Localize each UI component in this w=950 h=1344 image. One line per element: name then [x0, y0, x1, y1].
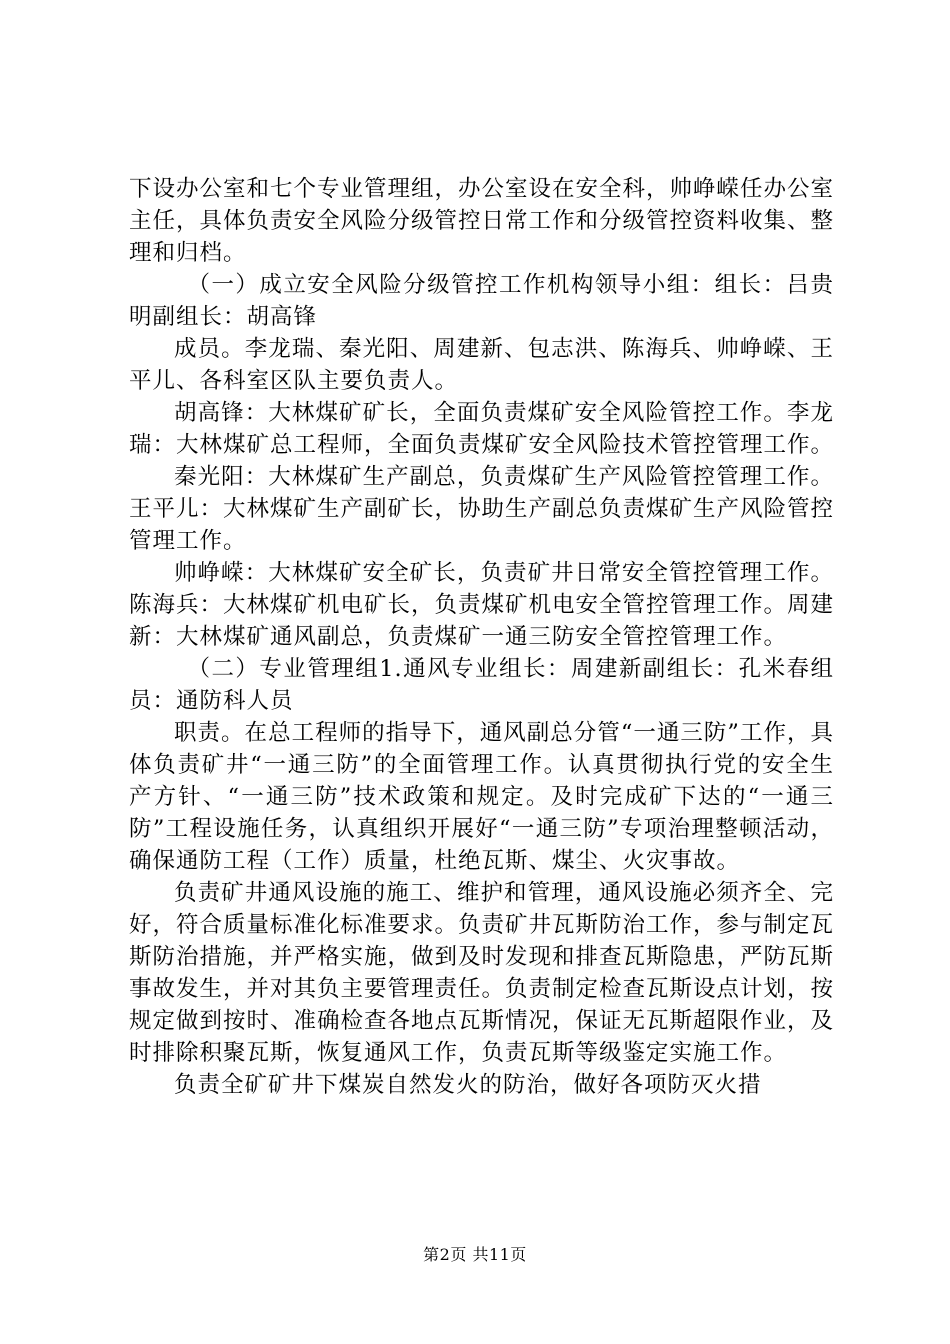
paragraph-office-setup: 下设办公室和七个专业管理组，办公室设在安全科，帅峥嵘任办公室主任，具体负责安全风险分级管控日常工作和分级管控资料收集、整理和归档。	[129, 176, 835, 266]
paragraph-members: 成员。李龙瑞、秦光阳、周建新、包志洪、陈海兵、帅峥嵘、王平儿、各科室区队主要负责人。	[129, 336, 834, 394]
paragraph-professional-groups: （二）专业管理组1.通风专业组长：周建新副组长：孔米春组员：通防科人员	[129, 656, 834, 714]
page-number-footer: 第2页 共11页	[423, 1245, 527, 1264]
document-body	[129, 173, 834, 1101]
paragraph-production-deputy: 秦光阳：大林煤矿生产副总，负责煤矿生产风险管控管理工作。王平儿：大林煤矿生产副矿长，协助生产副总负责煤矿生产风险管控管理工作。	[129, 464, 835, 554]
paragraph-leadership-group: （一）成立安全风险分级管控工作机构领导小组：组长：吕贵明副组长：胡高锋	[129, 272, 834, 330]
paragraph-fire-prevention: 负责全矿矿井下煤炭自然发火的防治，做好各项防灭火措	[174, 1072, 762, 1098]
paragraph-safety-director: 帅峥嵘：大林煤矿安全矿长，负责矿井日常安全管控管理工作。陈海兵：大林煤矿机电矿长，负责煤矿机电安全管控管理工作。周建新：大林煤矿通风副总，负责煤矿一通三防安全管控管理工作。	[129, 560, 835, 650]
paragraph-mine-director: 胡高锋：大林煤矿矿长，全面负责煤矿安全风险管控工作。李龙瑞：大林煤矿总工程师，全面负责煤矿安全风险技术管控管理工作。	[129, 400, 835, 458]
paragraph-ventilation-duties: 负责矿井通风设施的施工、维护和管理，通风设施必须齐全、完好，符合质量标准化标准要求。负责矿井瓦斯防治工作，参与制定瓦斯防治措施，并严格实施，做到及时发现和排查瓦斯隐患，严防瓦斯事故发生，并对其负主要管理责任。负责制定检查瓦斯设点计划，按规定做到按时、准确检查各地点瓦斯情况，保证无瓦斯超限作业，及时排除积聚瓦斯，恢复通风工作，负责瓦斯等级鉴定实施工作。	[129, 880, 835, 1066]
paragraph-duties: 职责。在总工程师的指导下，通风副总分管“一通三防”工作，具体负责矿井“一通三防”的全面管理工作。认真贯彻执行党的安全生产方针、“一通三防”技术政策和规定。及时完成矿下达的“一通三防”工程设施任务，认真组织开展好“一通三防”专项治理整顿活动，确保通防工程（工作）质量，杜绝瓦斯、煤尘、火灾事故。	[129, 720, 834, 874]
